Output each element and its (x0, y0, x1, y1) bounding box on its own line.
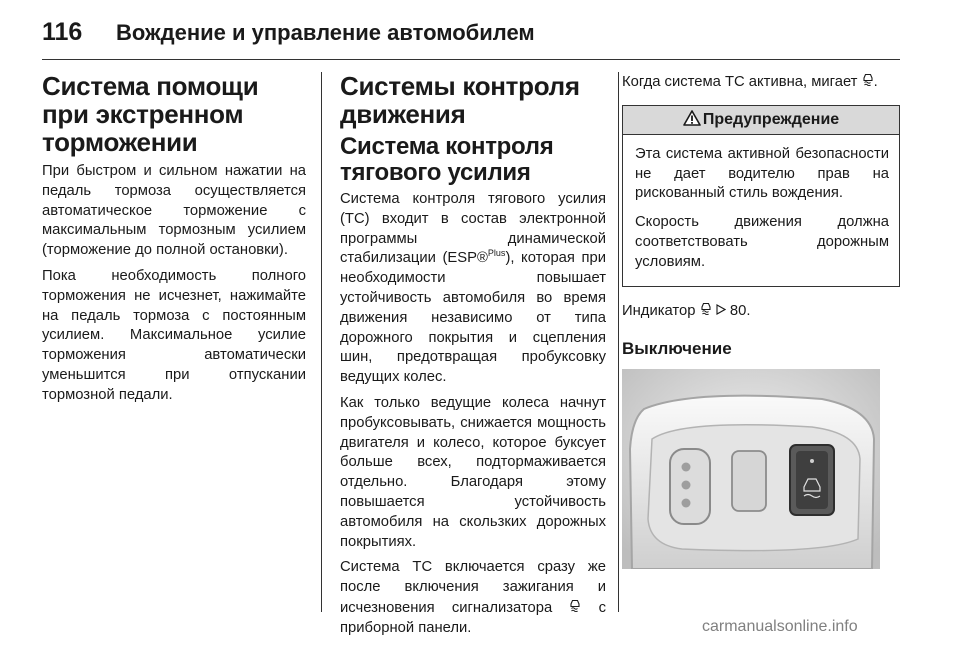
tc-switch-panel-photo (622, 369, 880, 569)
warning-body (623, 135, 899, 286)
warning-box (622, 105, 900, 287)
page-header (42, 18, 900, 52)
header-rule (42, 59, 900, 60)
paragraph: При быстром и сильном нажатии на педаль тормоза осуществляется автоматическое торможение с максимальным тормозным усилием (торможение до полной остановки). (42, 163, 306, 259)
paragraph: Система контроля тягового усилия (TC) входит в состав электронной программы динамической стабилизации (ESP®$^{Plus}$), которая при необходимости повышает устойчивость автомобиля во время движения независимо от типа дорожного покрытия и сцепления шин, предотвращая пробуксовку ведущих колес. (340, 191, 606, 386)
triangle-ref-icon (716, 303, 726, 319)
paragraph: Когда система TC активна, мигает . (622, 74, 878, 90)
section-heading-brake-assist: Система помощи при экстренном торможении (42, 71, 259, 157)
car-skid-icon (700, 303, 712, 318)
paragraph: Система TC включается сразу же после включения зажигания и исчезновения сигнализатора с приборной панели. (340, 559, 606, 636)
warning-header (623, 106, 899, 135)
running-title: Вождение и управление автомобилем (116, 20, 535, 45)
paragraph: Как только ведущие колеса начнут пробуксовывать, снижается мощность двигателя и колесо, которое буксует больше всех, подтормаживается отдельно. Благодаря этому повышается устойчивость автомобиля на скользких дорожных покрытиях. (340, 394, 606, 550)
indicator-reference: Индикатор 80. (622, 302, 751, 319)
section-heading-drive-control: Системы контроля движения (340, 71, 580, 129)
page-ref-number: 80 (729, 302, 747, 319)
superscript-plus: Plus (487, 248, 506, 259)
column-1 (42, 72, 306, 412)
warning-triangle-icon (683, 110, 701, 126)
car-skid-icon (569, 600, 581, 615)
column-divider (321, 72, 322, 612)
page-number: 116 (42, 18, 83, 46)
paragraph: Пока необходимость полного торможения не исчезнет, нажимайте на педаль тормоза с постоянным усилием. Максимальное усилие торможения автоматически уменьшится при отпускании тормозной педали. (42, 267, 306, 403)
subsection-heading-traction-control: Система контроля тягового усилия (340, 133, 554, 186)
column-divider (618, 72, 619, 612)
watermark: carmanualsonline.info (702, 618, 858, 635)
warning-title: Предупреждение (702, 110, 840, 128)
subsection-heading-switch-off: Выключение (622, 339, 732, 359)
car-skid-icon (862, 74, 874, 89)
column-3 (622, 72, 900, 569)
warning-paragraph: Эта система активной безопасности не дает водителю прав на рискованный стиль вождения. (635, 145, 889, 202)
column-2 (340, 72, 606, 645)
warning-paragraph: Скорость движения должна соответствовать дорожным условиям. (635, 214, 889, 270)
